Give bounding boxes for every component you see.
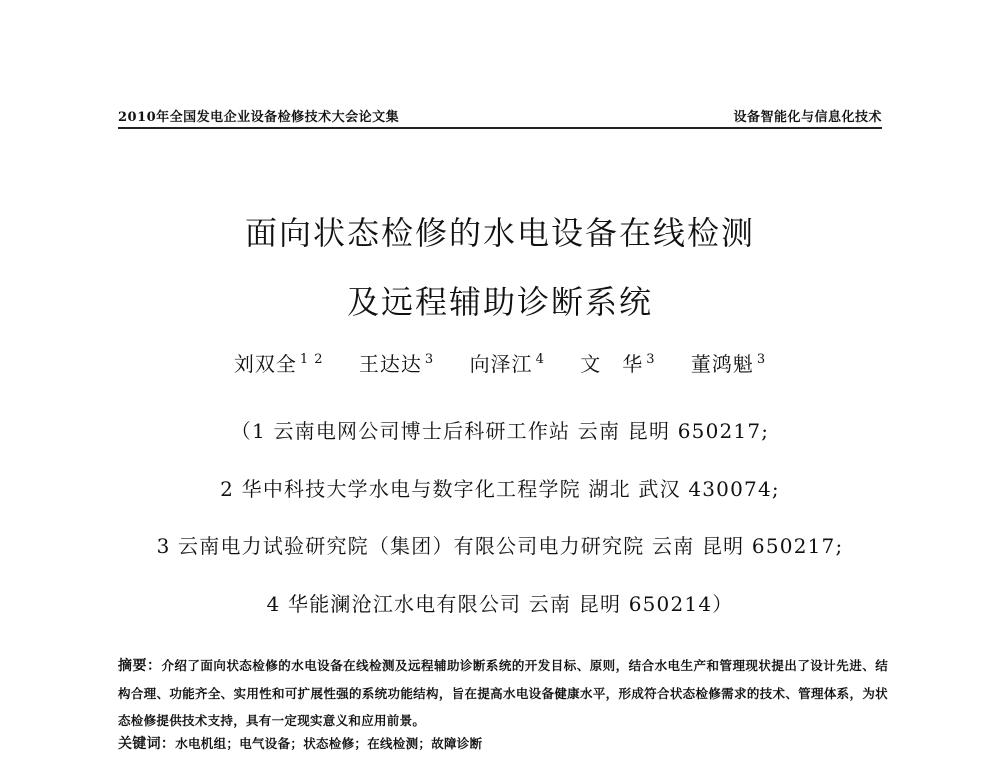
- author-affiliation-mark: 3: [756, 352, 767, 368]
- paper-title-line-1: 面向状态检修的水电设备在线检测: [244, 214, 755, 252]
- affiliation-3: 3 云南电力试验研究院（集团）有限公司电力研究院 云南 昆明 650217;: [156, 534, 844, 558]
- author-name: 董鸿魁: [690, 352, 754, 376]
- keywords: [118, 733, 482, 753]
- author-affiliation-mark: 3: [424, 352, 435, 368]
- author-name: 刘双全: [233, 352, 297, 376]
- affiliation-1: （1 云南电网公司博士后科研工作站 云南 昆明 650217;: [230, 419, 770, 443]
- author-affiliation-mark: 4: [535, 352, 545, 368]
- author: [234, 348, 324, 377]
- abstract-label: 摘要：: [118, 658, 162, 674]
- author: [691, 348, 766, 377]
- affiliation-4: 4 华能澜沧江水电有限公司 云南 昆明 650214）: [266, 592, 734, 616]
- author-list: [0, 348, 1000, 377]
- header-section-title: 设备智能化与信息化技术: [733, 110, 882, 125]
- author-name: 向泽江: [469, 352, 533, 376]
- author-affiliation-mark: 1 2: [299, 352, 324, 368]
- affiliation-2: 2 华中科技大学水电与数字化工程学院 湖北 武汉 430074;: [220, 477, 780, 501]
- author-name: 王达达: [358, 352, 422, 376]
- running-header: [118, 103, 882, 129]
- keywords-text: 水电机组；电气设备；状态检修；在线检测；故障诊断: [175, 736, 483, 751]
- paper-title-line-2: 及远程辅助诊断系统: [346, 283, 653, 321]
- author: [359, 348, 434, 377]
- abstract-text: 介绍了面向状态检修的水电设备在线检测及远程辅助诊断系统的开发目标、原则，结合水电生产和管理现状提出了设计先进、结构合理、功能齐全、实用性和可扩展性强的系统功能结构，旨在提高水电设备健康水平，形成符合状态检修需求的技术、管理体系，为状态检修提供技术支持，具有一定现实意义和应用前景。: [118, 658, 888, 728]
- author: [580, 348, 655, 377]
- abstract: [118, 652, 888, 734]
- author-name: 文 华: [580, 352, 644, 376]
- keywords-label: 关键词：: [118, 736, 176, 752]
- header-proceedings-title: 2010年全国发电企业设备检修技术大会论文集: [118, 110, 400, 125]
- author-affiliation-mark: 3: [646, 352, 656, 368]
- author: [470, 348, 545, 377]
